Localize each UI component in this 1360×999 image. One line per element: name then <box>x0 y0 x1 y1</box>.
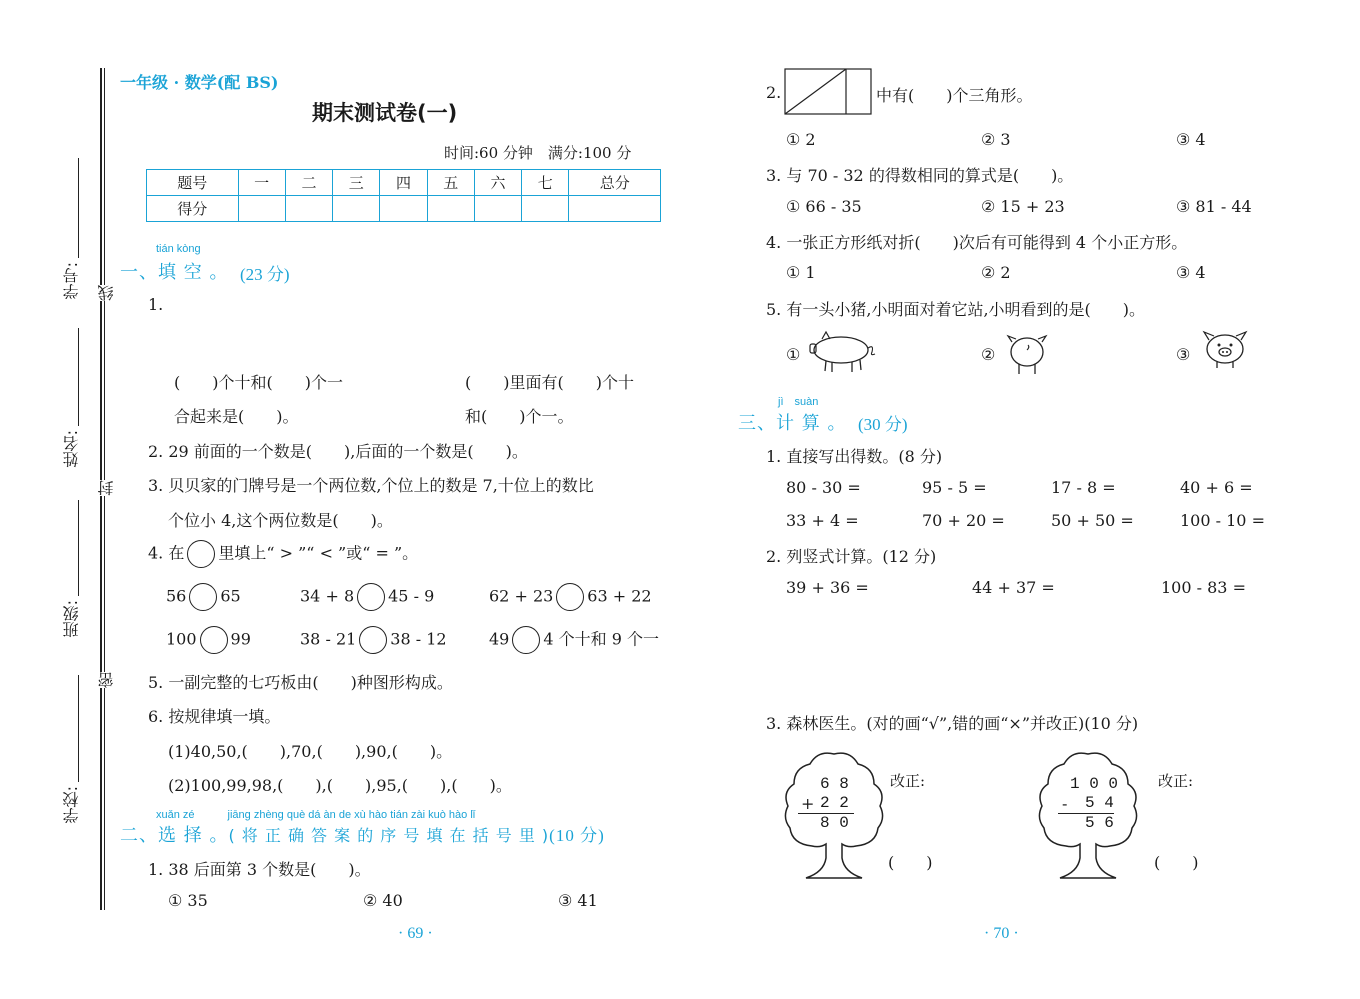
s1-q2: 2. 29 前面的一个数是( ),后面的一个数是( )。 <box>148 442 528 461</box>
compare-item <box>300 583 434 611</box>
tree2-fix-label: 改正: <box>1158 772 1194 790</box>
grade-label: 一年级 · 数学(配 BS) <box>120 73 279 92</box>
section2-title-text: 二、选 择 。 <box>120 825 229 846</box>
s1-q4 <box>148 540 418 568</box>
time-score: 时间:60 分钟 满分:100 分 <box>444 144 632 162</box>
s2-q1-opt: ③ 41 <box>558 891 598 910</box>
section3-score: (30 分) <box>858 415 908 434</box>
section1-score: (23 分) <box>240 265 290 284</box>
s2-q4-opt: ① 1 <box>786 263 816 282</box>
seal-char-line: 线 <box>97 285 116 301</box>
compare-item <box>166 626 251 654</box>
s2-q4-opt: ③ 4 <box>1176 263 1206 282</box>
s3-q3: 3. 森林医生。(对的画“√”,错的画“×”并改正)(10 分) <box>766 714 1139 733</box>
compare-right: 65 <box>220 586 241 606</box>
compare-circle-icon <box>187 540 215 568</box>
section2-subtitle: ( 将 正 确 答 案 的 序 号 填 在 括 号 里 ) <box>228 826 550 845</box>
tree1-mid: 2 2 <box>820 794 849 812</box>
s1-q6: 6. 按规律填一填。 <box>148 707 281 726</box>
s2-q2-opt: ② 3 <box>981 130 1011 149</box>
compare-blank[interactable] <box>357 583 385 611</box>
s3-q2: 2. 列竖式计算。(12 分) <box>766 547 937 566</box>
score-cell[interactable] <box>569 196 661 222</box>
tree1-res: 8 0 <box>820 814 849 832</box>
table-head-cell: 二 <box>285 170 332 196</box>
tree1-judge-paren[interactable]: ( ) <box>888 853 933 872</box>
seal-char-secret: 密 <box>97 672 116 688</box>
vertical-calc-item: 39 + 36 = <box>786 578 869 597</box>
s2-q3-opt: ② 15 + 23 <box>981 197 1065 216</box>
compare-right: 63 + 22 <box>587 586 652 606</box>
section2-pinyin: xuǎn zé jiāng zhèng què dá àn de xù hào tián zài kuò hào lǐ <box>156 809 476 821</box>
table-head-cell: 一 <box>238 170 285 196</box>
s2-q5-opt: ② <box>981 345 996 364</box>
score-cell[interactable] <box>427 196 474 222</box>
compare-right: 99 <box>230 629 251 649</box>
calc-item: 40 + 6 = <box>1180 478 1253 497</box>
s2-q3-opt: ③ 81 - 44 <box>1176 197 1252 216</box>
calc-item: 80 - 30 = <box>786 478 861 497</box>
s2-q2-opt: ① 2 <box>786 130 816 149</box>
tree2-judge-paren[interactable]: ( ) <box>1154 853 1199 872</box>
s2-q5: 5. 有一头小猪,小明面对着它站,小明看到的是( )。 <box>766 300 1146 319</box>
table-head-cell: 七 <box>522 170 569 196</box>
section2-score: (10 分) <box>549 826 605 845</box>
s1-q6a: (1)40,50,( ),70,( ),90,( )。 <box>168 742 453 761</box>
s2-q2 <box>766 68 782 102</box>
compare-left: 62 + 23 <box>489 586 554 606</box>
compare-item <box>489 583 652 611</box>
table-row-label: 得分 <box>147 196 239 222</box>
s2-q2-opt: ③ 4 <box>1176 130 1206 149</box>
tree2-res: 5 6 <box>1085 814 1114 832</box>
compare-left: 38 - 21 <box>300 629 357 649</box>
score-cell[interactable] <box>238 196 285 222</box>
side-line-school <box>78 675 79 782</box>
side-line-student-id <box>78 158 79 258</box>
calc-item: 17 - 8 = <box>1051 478 1116 497</box>
compare-blank[interactable] <box>512 626 540 654</box>
pig-front-icon <box>1200 330 1250 370</box>
page-number-right: · 70 · <box>984 925 1019 942</box>
score-cell[interactable] <box>333 196 380 222</box>
triangle-figure-icon <box>784 68 874 116</box>
side-line-class <box>78 500 79 596</box>
compare-left: 49 <box>489 629 510 649</box>
s2-q3: 3. 与 70 - 32 的得数相同的算式是( )。 <box>766 166 1074 185</box>
compare-item <box>489 626 659 654</box>
page-number-left: · 69 · <box>398 925 433 942</box>
s1-q1b: 合起来是( )。 <box>174 407 299 426</box>
tree1-top: 6 8 <box>820 775 849 793</box>
table-head-cell: 五 <box>427 170 474 196</box>
compare-right: 45 - 9 <box>388 586 435 606</box>
pig-back-icon <box>1004 334 1050 376</box>
s2-q2-num: 2. <box>766 83 782 102</box>
s1-q5: 5. 一副完整的七巧板由( )种图形构成。 <box>148 673 453 692</box>
s2-q1-opt: ② 40 <box>363 891 403 910</box>
side-label-student-id: 学号: <box>62 262 81 300</box>
calc-item: 70 + 20 = <box>922 511 1005 530</box>
s2-q3-opt: ① 66 - 35 <box>786 197 862 216</box>
table-head-cell: 六 <box>474 170 521 196</box>
section1-pinyin: tián kòng <box>156 243 201 255</box>
vertical-calc-item: 100 - 83 = <box>1161 578 1246 597</box>
compare-blank[interactable] <box>200 626 228 654</box>
vertical-calc-item: 44 + 37 = <box>972 578 1055 597</box>
tree2-mid: 5 4 <box>1085 794 1114 812</box>
section2-title <box>120 821 605 847</box>
section1-title: 一、填 空 。 <box>120 262 229 283</box>
tree1-fix-label: 改正: <box>890 772 926 790</box>
compare-left: 56 <box>166 586 187 606</box>
seal-char-seal: 封 <box>97 480 116 496</box>
s1-q3b: 个位小 4,这个两位数是( )。 <box>168 511 393 530</box>
tree2-op: - <box>1062 794 1068 813</box>
s2-q4-opt: ② 2 <box>981 263 1011 282</box>
table-head-cell: 总分 <box>569 170 661 196</box>
table-head-cell: 三 <box>333 170 380 196</box>
compare-item <box>166 583 241 611</box>
calc-item: 33 + 4 = <box>786 511 859 530</box>
side-line-name <box>78 328 79 426</box>
s1-q4-post: 里填上“ > ”“ < ”或“ = ”。 <box>218 543 419 563</box>
compare-blank[interactable] <box>556 583 584 611</box>
pig-side-icon <box>808 330 878 374</box>
s3-q1: 1. 直接写出得数。(8 分) <box>766 447 943 466</box>
s1-q1c: ( )里面有( )个十 <box>465 373 634 392</box>
tree1-op: + <box>801 794 815 813</box>
calc-item: 95 - 5 = <box>922 478 987 497</box>
s1-q1: 1. <box>148 295 164 314</box>
table-head-cell: 四 <box>380 170 427 196</box>
s2-q4: 4. 一张正方形纸对折( )次后有可能得到 4 个小正方形。 <box>766 233 1188 252</box>
s2-q5-opt: ③ <box>1176 345 1191 364</box>
side-label-name: 姓名: <box>62 430 81 468</box>
section3-pinyin: jì suàn <box>778 396 819 408</box>
compare-blank[interactable] <box>359 626 387 654</box>
page-title: 期末测试卷(一) <box>312 101 458 125</box>
score-cell[interactable] <box>380 196 427 222</box>
compare-right: 38 - 12 <box>390 629 447 649</box>
tree2-top: 1 0 0 <box>1070 775 1119 793</box>
side-label-school: 学校: <box>62 786 81 824</box>
score-cell[interactable] <box>522 196 569 222</box>
side-label-class: 班级: <box>62 600 81 638</box>
calc-item: 100 - 10 = <box>1180 511 1265 530</box>
s1-q4-pre: 4. 在 <box>148 543 185 563</box>
score-cell[interactable] <box>285 196 332 222</box>
compare-left: 100 <box>166 629 197 649</box>
s1-q1a: ( )个十和( )个一 <box>174 373 343 392</box>
section3-title: 三、计 算 。 <box>738 413 847 434</box>
compare-right: 4 个十和 9 个一 <box>543 629 659 649</box>
calc-item: 50 + 50 = <box>1051 511 1134 530</box>
s1-q1d: 和( )个一。 <box>465 407 574 426</box>
s2-q5-opt: ① <box>786 345 801 364</box>
compare-item <box>300 626 447 654</box>
compare-blank[interactable] <box>189 583 217 611</box>
s2-q2-text: 中有( )个三角形。 <box>876 86 1033 105</box>
s1-q6b: (2)100,99,98,( ),( ),95,( ),( )。 <box>168 776 512 795</box>
s2-q1-opt: ① 35 <box>168 891 208 910</box>
s1-q3a: 3. 贝贝家的门牌号是一个两位数,个位上的数是 7,十位上的数比 <box>148 476 594 495</box>
score-table <box>146 169 661 222</box>
compare-left: 34 + 8 <box>300 586 355 606</box>
table-head-cell: 题号 <box>147 170 239 196</box>
s2-q1: 1. 38 后面第 3 个数是( )。 <box>148 860 371 879</box>
score-cell[interactable] <box>474 196 521 222</box>
